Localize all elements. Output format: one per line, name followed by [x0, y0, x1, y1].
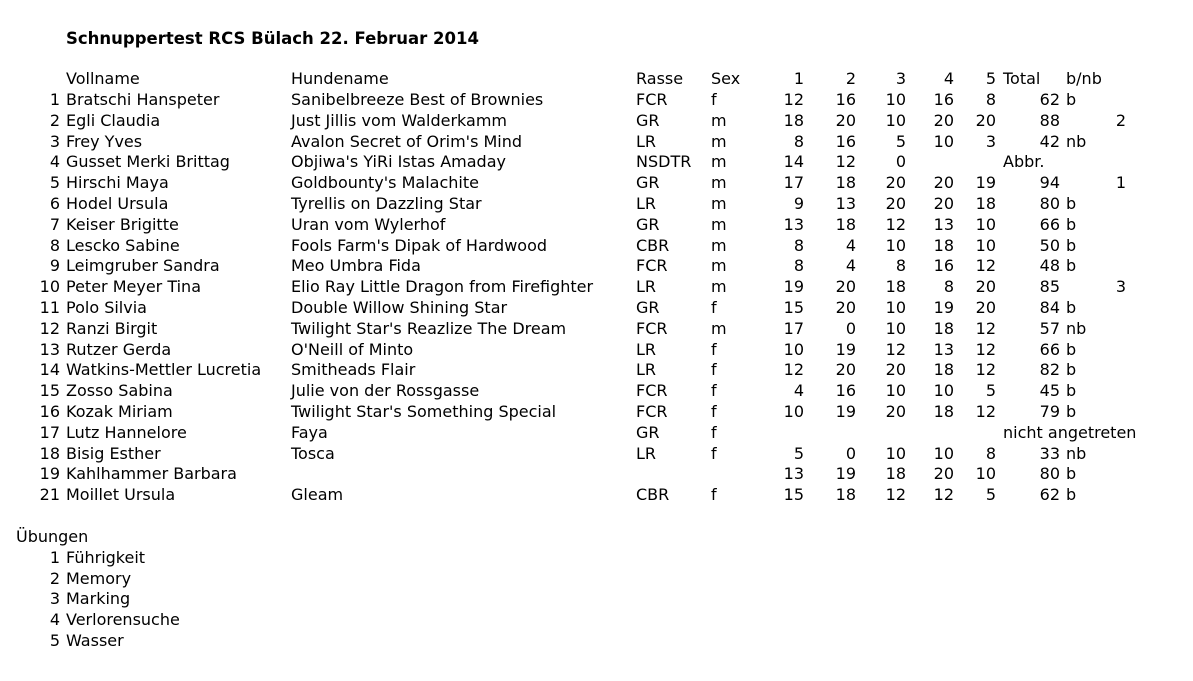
score-exercise-2: 20	[835, 298, 856, 317]
dog-name: Tyrellis on Dazzling Star	[291, 194, 482, 213]
pass-status: b	[1066, 298, 1077, 317]
exercise-label: Memory	[66, 568, 132, 588]
exercise-item	[0, 610, 300, 631]
score-exercise-4: 8	[943, 277, 954, 297]
score-exercise-4: 19	[933, 298, 954, 317]
table-row	[0, 152, 1193, 173]
sex: f	[711, 339, 717, 359]
score-exercise-2: 4	[845, 235, 856, 255]
header-dog: Hundename	[291, 69, 389, 88]
sex: f	[711, 298, 717, 317]
header-exercise-5: 5	[985, 69, 996, 88]
score-exercise-4: 10	[933, 443, 954, 463]
score-exercise-1: 14	[783, 152, 804, 172]
row-number: 17	[39, 422, 60, 442]
breed: CBR	[636, 235, 670, 255]
score-exercise-1: 8	[793, 256, 804, 276]
table-row	[0, 381, 1193, 402]
score-exercise-3: 12	[885, 214, 906, 234]
score-exercise-1: 15	[783, 485, 804, 505]
row-number: 10	[39, 277, 60, 297]
table-row	[0, 194, 1193, 215]
score-exercise-5: 10	[975, 214, 996, 234]
total-score: 66	[1039, 214, 1060, 234]
status-note: Abbr.	[1003, 152, 1045, 172]
pass-status: b	[1066, 402, 1077, 421]
pass-status: b	[1066, 256, 1077, 276]
score-exercise-2: 18	[835, 214, 856, 234]
score-exercise-4: 16	[933, 90, 954, 109]
dog-name: Faya	[291, 422, 328, 442]
exercise-label: Wasser	[66, 630, 124, 650]
table-row	[0, 402, 1193, 423]
score-exercise-2: 19	[835, 339, 856, 359]
sex: f	[711, 422, 717, 442]
score-exercise-4: 12	[933, 485, 954, 505]
sex: m	[711, 235, 727, 255]
score-exercise-2: 19	[835, 464, 856, 484]
score-exercise-5: 3	[985, 131, 996, 151]
score-exercise-3: 20	[885, 402, 906, 421]
participant-name: Gusset Merki Brittag	[66, 152, 230, 172]
exercise-number: 2	[49, 568, 60, 588]
exercise-item	[0, 631, 300, 652]
breed: LR	[636, 443, 657, 463]
score-exercise-5: 12	[975, 339, 996, 359]
participant-name: Rutzer Gerda	[66, 339, 172, 359]
score-exercise-3: 18	[885, 464, 906, 484]
placement: 2	[1115, 110, 1126, 130]
score-exercise-4: 10	[933, 131, 954, 151]
exercises-title: Übungen	[16, 527, 89, 546]
score-exercise-3: 8	[895, 256, 906, 276]
score-exercise-5: 12	[975, 402, 996, 421]
exercise-number: 3	[49, 589, 60, 609]
score-exercise-3: 18	[885, 277, 906, 297]
row-number: 4	[49, 152, 60, 172]
score-exercise-4: 20	[933, 173, 954, 193]
score-exercise-1: 12	[783, 90, 804, 109]
table-row	[0, 215, 1193, 236]
score-exercise-2: 4	[845, 256, 856, 276]
breed: LR	[636, 131, 657, 151]
header-exercise-3: 3	[895, 69, 906, 88]
sex: f	[711, 360, 717, 380]
pass-status: b	[1066, 360, 1077, 380]
sex: m	[711, 277, 727, 297]
score-exercise-4: 13	[933, 214, 954, 234]
table-row	[0, 444, 1193, 465]
participant-name: Lescko Sabine	[66, 235, 180, 255]
score-exercise-2: 0	[845, 443, 856, 463]
participant-name: Kozak Miriam	[66, 402, 173, 421]
dog-name: Objiwa's YiRi Istas Amaday	[291, 152, 506, 172]
breed: GR	[636, 298, 660, 317]
score-exercise-2: 16	[835, 90, 856, 109]
score-exercise-3: 10	[885, 110, 906, 130]
participant-name: Keiser Brigitte	[66, 214, 179, 234]
participant-name: Lutz Hannelore	[66, 422, 187, 442]
total-score: 42	[1039, 131, 1060, 151]
pass-status: nb	[1066, 443, 1087, 463]
total-score: 85	[1039, 277, 1060, 297]
table-row	[0, 111, 1193, 132]
row-number: 18	[39, 443, 60, 463]
total-score: 80	[1039, 194, 1060, 213]
score-exercise-1: 17	[783, 173, 804, 193]
placement: 3	[1115, 277, 1126, 297]
score-exercise-3: 0	[895, 152, 906, 172]
breed: GR	[636, 214, 660, 234]
pass-status: nb	[1066, 131, 1087, 151]
sex: m	[711, 194, 727, 213]
row-number: 15	[39, 381, 60, 401]
sex: m	[711, 318, 727, 338]
total-score: 79	[1039, 402, 1060, 421]
table-row	[0, 423, 1193, 444]
breed: FCR	[636, 381, 668, 401]
score-exercise-3: 20	[885, 173, 906, 193]
total-score: 84	[1039, 298, 1060, 317]
exercise-item	[0, 569, 300, 590]
score-exercise-3: 10	[885, 318, 906, 338]
score-exercise-3: 12	[885, 339, 906, 359]
pass-status: b	[1066, 214, 1077, 234]
score-exercise-3: 10	[885, 235, 906, 255]
breed: GR	[636, 110, 660, 130]
dog-name: Uran vom Wylerhof	[291, 214, 446, 234]
row-number: 8	[49, 235, 60, 255]
breed: FCR	[636, 90, 668, 109]
breed: LR	[636, 360, 657, 380]
score-exercise-2: 20	[835, 360, 856, 380]
header-exercise-1: 1	[793, 69, 804, 88]
score-exercise-1: 13	[783, 214, 804, 234]
participant-name: Zosso Sabina	[66, 381, 173, 401]
participant-name: Polo Silvia	[66, 298, 147, 317]
exercise-number: 5	[49, 630, 60, 650]
table-row	[0, 236, 1193, 257]
table-row	[0, 132, 1193, 153]
total-score: 33	[1039, 443, 1060, 463]
score-exercise-3: 5	[895, 131, 906, 151]
row-number: 13	[39, 339, 60, 359]
breed: NSDTR	[636, 152, 692, 172]
breed: GR	[636, 422, 660, 442]
score-exercise-2: 16	[835, 381, 856, 401]
row-number: 7	[49, 214, 60, 234]
score-exercise-2: 18	[835, 485, 856, 505]
participant-name: Ranzi Birgit	[66, 318, 158, 338]
dog-name: Smitheads Flair	[291, 360, 416, 380]
score-exercise-1: 10	[783, 402, 804, 421]
score-exercise-5: 12	[975, 360, 996, 380]
score-exercise-4: 13	[933, 339, 954, 359]
table-header	[0, 69, 1193, 90]
total-score: 62	[1039, 90, 1060, 109]
participant-name: Leimgruber Sandra	[66, 256, 220, 276]
total-score: 45	[1039, 381, 1060, 401]
exercise-label: Marking	[66, 589, 131, 609]
dog-name: Elio Ray Little Dragon from Firefighter	[291, 277, 594, 297]
sex: m	[711, 256, 727, 276]
participant-name: Hodel Ursula	[66, 194, 169, 213]
page-title: Schnuppertest RCS Bülach 22. Februar 2014	[66, 29, 479, 48]
score-exercise-2: 18	[835, 173, 856, 193]
score-exercise-5: 20	[975, 277, 996, 297]
score-exercise-3: 10	[885, 298, 906, 317]
score-exercise-5: 8	[985, 90, 996, 109]
score-exercise-2: 16	[835, 131, 856, 151]
score-exercise-3: 10	[885, 443, 906, 463]
score-exercise-1: 12	[783, 360, 804, 380]
exercise-label: Führigkeit	[66, 548, 146, 567]
participant-name: Frey Yves	[66, 131, 143, 151]
header-sex: Sex	[711, 69, 741, 88]
table-row	[0, 277, 1193, 298]
table-row	[0, 485, 1193, 506]
row-number: 6	[49, 194, 60, 213]
table-row	[0, 256, 1193, 277]
score-exercise-1: 8	[793, 235, 804, 255]
score-exercise-4: 18	[933, 360, 954, 380]
score-exercise-4: 10	[933, 381, 954, 401]
row-number: 3	[49, 131, 60, 151]
total-score: 82	[1039, 360, 1060, 380]
sex: f	[711, 443, 717, 463]
sex: f	[711, 90, 717, 109]
score-exercise-5: 20	[975, 110, 996, 130]
table-row	[0, 464, 1193, 485]
table-row	[0, 90, 1193, 111]
dog-name: Twilight Star's Something Special	[291, 402, 557, 421]
score-exercise-5: 20	[975, 298, 996, 317]
row-number: 1	[49, 90, 60, 109]
score-exercise-5: 10	[975, 235, 996, 255]
sex: f	[711, 381, 717, 401]
score-exercise-1: 13	[783, 464, 804, 484]
table-row	[0, 319, 1193, 340]
dog-name: Tosca	[291, 443, 335, 463]
dog-name: Just Jillis vom Walderkamm	[291, 110, 507, 130]
dog-name: O'Neill of Minto	[291, 339, 414, 359]
breed: LR	[636, 194, 657, 213]
score-exercise-5: 5	[985, 381, 996, 401]
score-exercise-4: 16	[933, 256, 954, 276]
score-exercise-5: 5	[985, 485, 996, 505]
dog-name: Julie von der Rossgasse	[291, 381, 480, 401]
row-number: 14	[39, 360, 60, 380]
status-note: nicht angetreten	[1003, 422, 1137, 442]
row-number: 9	[49, 256, 60, 276]
participant-name: Bratschi Hanspeter	[66, 90, 220, 109]
pass-status: b	[1066, 381, 1077, 401]
score-exercise-1: 15	[783, 298, 804, 317]
score-exercise-1: 17	[783, 318, 804, 338]
exercise-number: 1	[49, 548, 60, 567]
score-exercise-3: 20	[885, 360, 906, 380]
breed: GR	[636, 173, 660, 193]
total-score: 57	[1039, 318, 1060, 338]
table-row	[0, 298, 1193, 319]
score-exercise-4: 18	[933, 235, 954, 255]
score-exercise-1: 5	[793, 443, 804, 463]
breed: LR	[636, 277, 657, 297]
participant-name: Kahlhammer Barbara	[66, 464, 237, 484]
score-exercise-4: 20	[933, 110, 954, 130]
sex: m	[711, 173, 727, 193]
total-score: 88	[1039, 110, 1060, 130]
total-score: 50	[1039, 235, 1060, 255]
row-number: 21	[39, 485, 60, 505]
score-exercise-1: 4	[793, 381, 804, 401]
dog-name: Gleam	[291, 485, 344, 505]
score-exercise-2: 20	[835, 277, 856, 297]
dog-name: Twilight Star's Reazlize The Dream	[291, 318, 567, 338]
total-score: 80	[1039, 464, 1060, 484]
total-score: 66	[1039, 339, 1060, 359]
exercise-item	[0, 548, 300, 569]
score-exercise-3: 12	[885, 485, 906, 505]
score-exercise-2: 12	[835, 152, 856, 172]
pass-status: b	[1066, 194, 1077, 213]
total-score: 94	[1039, 173, 1060, 193]
participant-name: Hirschi Maya	[66, 173, 169, 193]
score-exercise-2: 13	[835, 194, 856, 213]
participant-name: Moillet Ursula	[66, 485, 176, 505]
row-number: 16	[39, 402, 60, 421]
header-exercise-4: 4	[943, 69, 954, 88]
breed: FCR	[636, 256, 668, 276]
score-exercise-1: 10	[783, 339, 804, 359]
pass-status: b	[1066, 90, 1077, 109]
sex: m	[711, 131, 727, 151]
row-number: 5	[49, 173, 60, 193]
score-exercise-5: 12	[975, 256, 996, 276]
score-exercise-5: 10	[975, 464, 996, 484]
score-exercise-3: 10	[885, 90, 906, 109]
total-score: 62	[1039, 485, 1060, 505]
dog-name: Meo Umbra Fida	[291, 256, 421, 276]
score-exercise-4: 18	[933, 402, 954, 421]
table-row	[0, 360, 1193, 381]
header-bnb: b/nb	[1066, 69, 1102, 88]
row-number: 19	[39, 464, 60, 484]
row-number: 12	[39, 318, 60, 338]
total-score: 48	[1039, 256, 1060, 276]
exercise-label: Verlorensuche	[66, 610, 180, 630]
pass-status: b	[1066, 485, 1077, 505]
exercise-number: 4	[49, 610, 60, 630]
score-exercise-4: 18	[933, 318, 954, 338]
score-exercise-2: 0	[845, 318, 856, 338]
score-exercise-3: 20	[885, 194, 906, 213]
sex: f	[711, 485, 717, 505]
pass-status: b	[1066, 235, 1077, 255]
sex: m	[711, 214, 727, 234]
score-exercise-5: 18	[975, 194, 996, 213]
table-row	[0, 173, 1193, 194]
row-number: 2	[49, 110, 60, 130]
sex: m	[711, 152, 727, 172]
dog-name: Avalon Secret of Orim's Mind	[291, 131, 523, 151]
score-exercise-1: 8	[793, 131, 804, 151]
score-exercise-4: 20	[933, 194, 954, 213]
header-exercise-2: 2	[845, 69, 856, 88]
sex: m	[711, 110, 727, 130]
header-name: Vollname	[66, 69, 140, 88]
participant-name: Watkins-Mettler Lucretia	[66, 360, 262, 380]
score-exercise-1: 9	[793, 194, 804, 213]
score-exercise-2: 20	[835, 110, 856, 130]
score-exercise-1: 18	[783, 110, 804, 130]
exercise-item	[0, 589, 300, 610]
score-exercise-3: 10	[885, 381, 906, 401]
header-breed: Rasse	[636, 69, 684, 88]
score-exercise-5: 8	[985, 443, 996, 463]
breed: LR	[636, 339, 657, 359]
table-row	[0, 340, 1193, 361]
breed: FCR	[636, 402, 668, 421]
dog-name: Goldbounty's Malachite	[291, 173, 479, 193]
dog-name: Double Willow Shining Star	[291, 298, 508, 317]
pass-status: nb	[1066, 318, 1087, 338]
pass-status: b	[1066, 339, 1077, 359]
breed: CBR	[636, 485, 670, 505]
score-exercise-2: 19	[835, 402, 856, 421]
participant-name: Peter Meyer Tina	[66, 277, 201, 297]
placement: 1	[1115, 173, 1126, 193]
breed: FCR	[636, 318, 668, 338]
score-exercise-5: 19	[975, 173, 996, 193]
participant-name: Bisig Esther	[66, 443, 161, 463]
participant-name: Egli Claudia	[66, 110, 161, 130]
row-number: 11	[39, 298, 60, 317]
header-total: Total	[1003, 69, 1041, 88]
dog-name: Fools Farm's Dipak of Hardwood	[291, 235, 548, 255]
sex: f	[711, 402, 717, 421]
pass-status: b	[1066, 464, 1077, 484]
score-exercise-4: 20	[933, 464, 954, 484]
dog-name: Sanibelbreeze Best of Brownies	[291, 90, 544, 109]
score-exercise-5: 12	[975, 318, 996, 338]
score-exercise-1: 19	[783, 277, 804, 297]
